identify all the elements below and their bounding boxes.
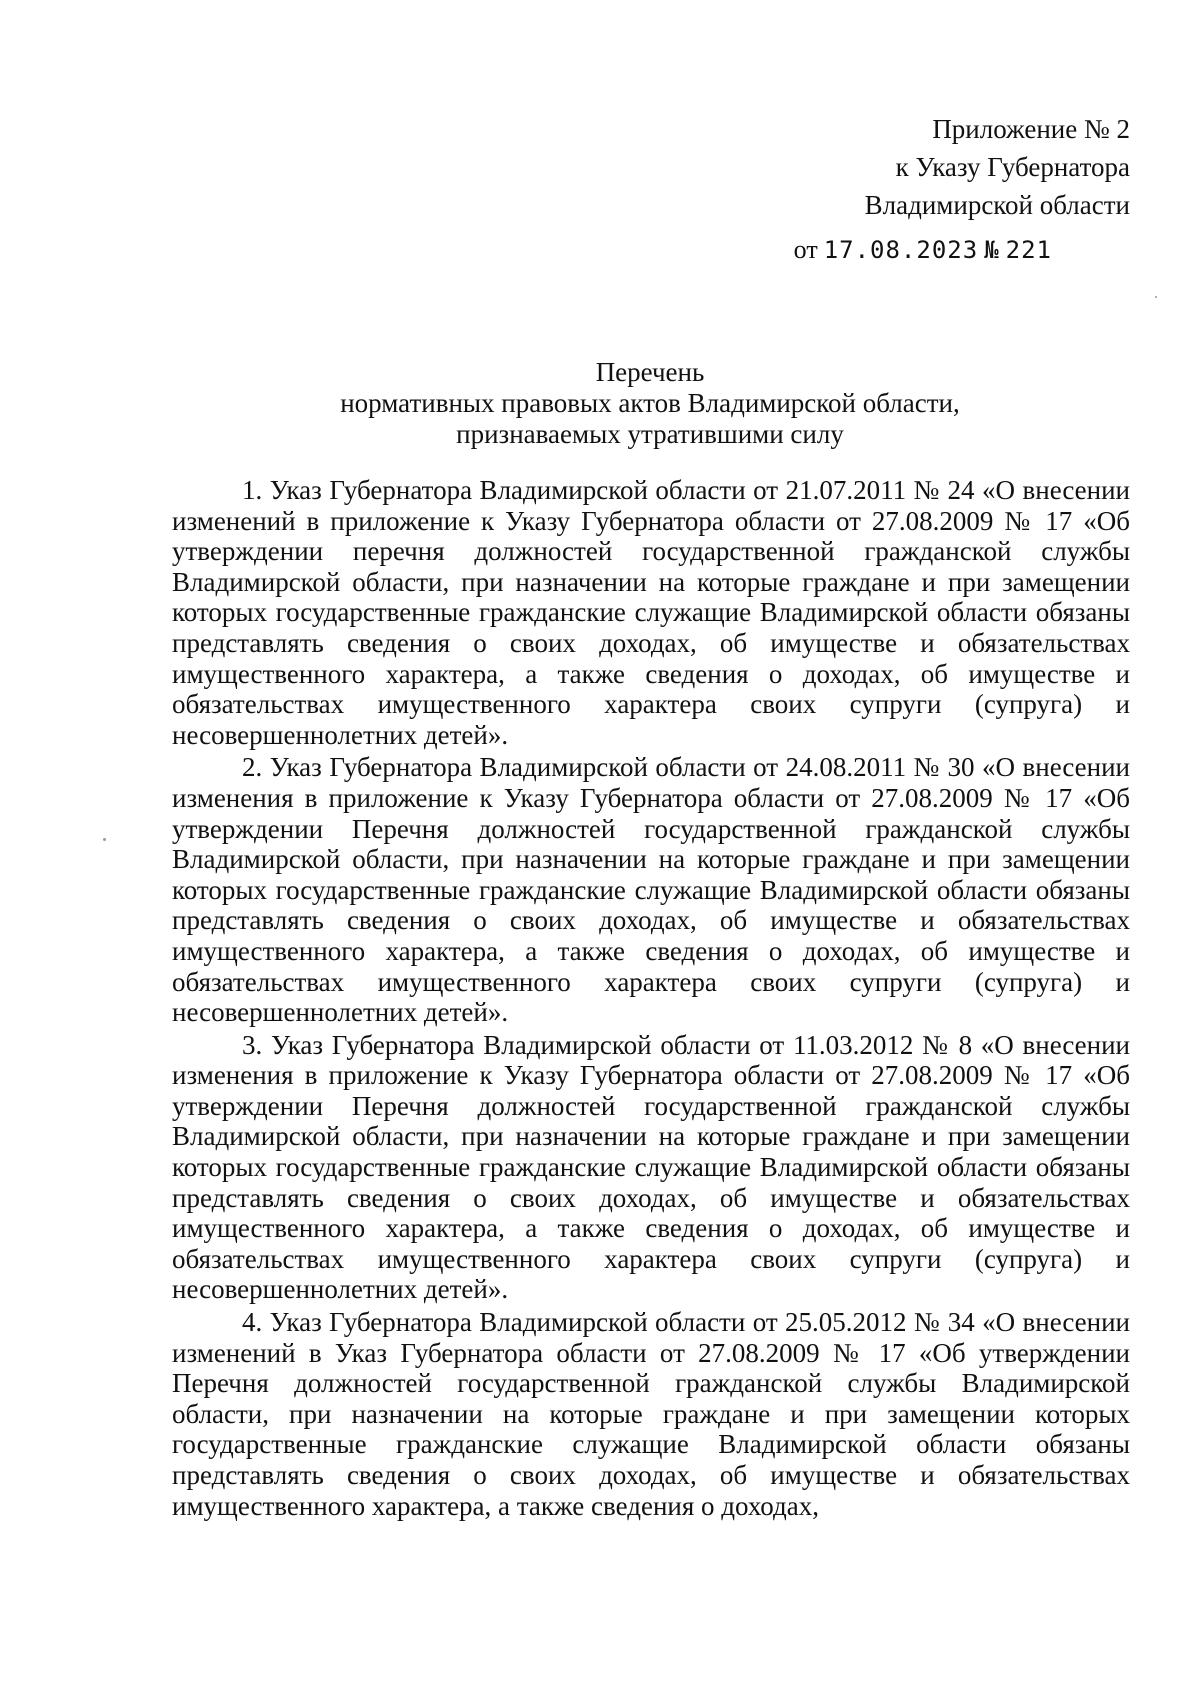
number-sign: № bbox=[984, 236, 1000, 264]
title-line-2: нормативных правовых актов Владимирской области, bbox=[340, 388, 960, 418]
appendix-line-3: Владимирской области bbox=[864, 190, 1130, 220]
item-text: Указ Губернатора Владимирской области от 11.03.2012 № 8 «О внесении изменения в приложение к Указу Губернатора области от 27.08.2009 № 17 «Об утверждении Перечня должностей государственной гражданской службы Владимирской области, при назначении на которые граждане и при замещении которых государственные гражданские служащие Владимирской области обязаны представлять сведения о своих доходах, об имуществе и обязательствах имущественного характера, а также сведения о доходах, об имуществе и обязательствах имущественного характера своих супруги (супруга) и несовершеннолетних детей». bbox=[172, 1029, 1130, 1305]
acts-list bbox=[172, 475, 1130, 1523]
item-number: 4. bbox=[242, 1307, 263, 1338]
appendix-line-1: Приложение № 2 bbox=[932, 114, 1130, 144]
title-line-3: признаваемых утратившими силу bbox=[456, 419, 844, 449]
title-line-1: Перечень bbox=[595, 357, 705, 387]
date-prefix: от bbox=[793, 235, 818, 264]
item-number: 2. bbox=[242, 752, 263, 783]
list-item bbox=[172, 1030, 1130, 1305]
decree-date: 17.08.2023 bbox=[823, 236, 979, 264]
decree-date-stamp bbox=[794, 233, 1052, 267]
document-title bbox=[170, 357, 1130, 450]
scan-speck bbox=[103, 838, 106, 841]
item-text: Указ Губернатора Владимирской области от 25.05.2012 № 34 «О внесении изменений в Указ Губернатора области от 27.08.2009 № 17 «Об утверждении Перечня должностей государственной гражданской службы Владимирской области, при назначении на которые граждане и при замещении которых государственные гражданские служащие Владимирской области обязаны представлять сведения о своих доходах, об имуществе и обязательствах имущественного характера, а также сведения о доходах, bbox=[172, 1307, 1131, 1521]
scan-speck bbox=[1155, 296, 1157, 298]
list-item bbox=[172, 752, 1130, 1027]
appendix-block bbox=[865, 110, 1130, 224]
list-item bbox=[172, 1307, 1130, 1521]
list-item bbox=[172, 475, 1130, 750]
decree-number: 221 bbox=[1005, 236, 1052, 264]
item-text: Указ Губернатора Владимирской области от 21.07.2011 № 24 «О внесении изменений в приложение к Указу Губернатора области от 27.08.2009 № 17 «Об утверждении перечня должностей государственной гражданской службы Владимирской области, при назначении на которые граждане и при замещении которых государственные гражданские служащие Владимирской области обязаны представлять сведения о своих доходах, об имуществе и обязательствах имущественного характера, а также сведения о доходах, об имуществе и обязательствах имущественного характера своих супруги (супруга) и несовершеннолетних детей». bbox=[172, 475, 1130, 750]
item-text: Указ Губернатора Владимирской области от 24.08.2011 № 30 «О внесении изменения в приложение к Указу Губернатора области от 27.08.2009 № 17 «Об утверждении Перечня должностей государственной гражданской службы Владимирской области, при назначении на которые граждане и при замещении которых государственные гражданские служащие Владимирской области обязаны представлять сведения о своих доходах, об имуществе и обязательствах имущественного характера, а также сведения о доходах, об имуществе и обязательствах имущественного характера своих супруги (супруга) и несовершеннолетних детей». bbox=[172, 752, 1130, 1028]
item-number: 3. bbox=[242, 1029, 263, 1060]
item-number: 1. bbox=[242, 475, 263, 505]
appendix-line-2: к Указу Губернатора bbox=[895, 152, 1130, 182]
